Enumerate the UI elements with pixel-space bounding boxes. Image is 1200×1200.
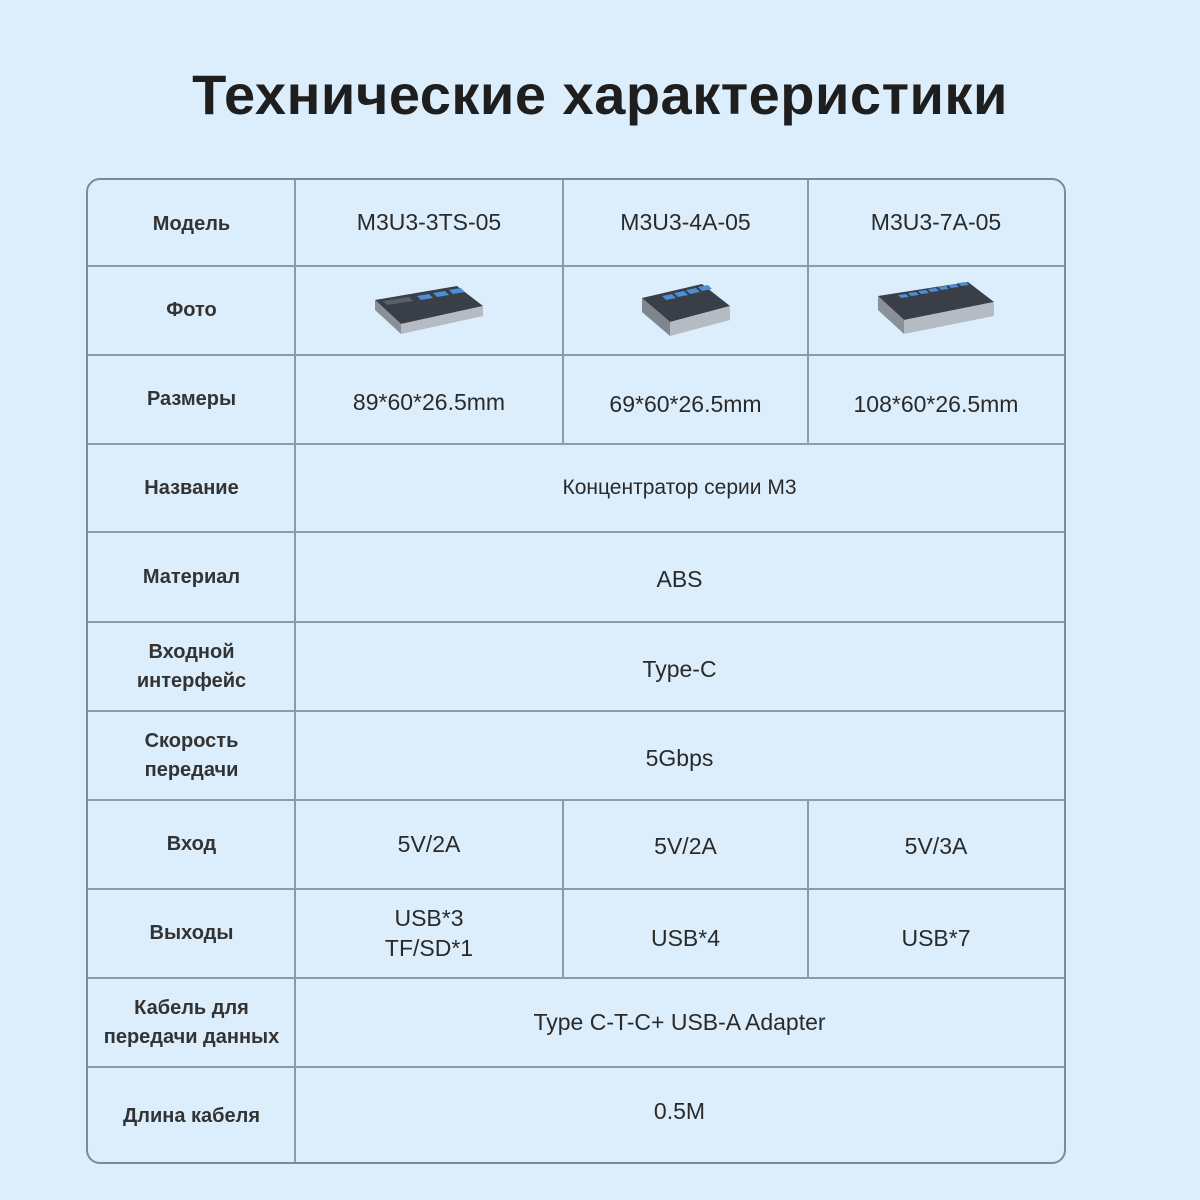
page-title: Технические характеристики: [192, 63, 1008, 126]
data-cable-cell: Type C-T-C+ USB-A Adapter: [533, 1008, 826, 1035]
model-cell-1: M3U3-3TS-05: [356, 208, 502, 235]
table-row-name: [88, 445, 1064, 531]
outputs-cell-3: USB*7: [901, 924, 971, 951]
model-cell-3: M3U3-7A-05: [870, 208, 1002, 235]
input-interface-cell: Type-C: [642, 655, 717, 682]
table-row-dimensions: [88, 356, 1064, 443]
row-label: Вход: [166, 833, 217, 855]
label-line: передачи: [144, 758, 239, 781]
input-power-cell-2: 5V/2A: [654, 832, 717, 859]
row-label: [88, 712, 295, 799]
hub-3ts-icon: [369, 280, 489, 342]
dimensions-cell-3: 108*60*26.5mm: [853, 390, 1019, 417]
row-label: Название: [144, 476, 239, 499]
row-label: Длина кабеля: [123, 1104, 260, 1127]
table-row-speed: [88, 712, 1064, 799]
outputs-cell-1: [295, 890, 563, 977]
name-cell: Концентратор серии M3: [562, 476, 797, 500]
column-divider: [807, 180, 809, 443]
table-row-input-interface: [88, 623, 1064, 710]
row-label: [88, 979, 295, 1066]
row-label: Выходы: [149, 922, 234, 944]
label-line: передачи данных: [103, 1025, 280, 1048]
table-row-photo: [88, 267, 1064, 354]
hub-7a-icon: [874, 278, 998, 344]
hub-7a-image: [808, 267, 1064, 354]
table-row-outputs: [88, 890, 1064, 977]
hub-4a-image: [563, 267, 808, 354]
table-row-cable-length: [88, 1068, 1064, 1164]
table-row-input-power: [88, 801, 1064, 888]
outputs-cell-2: USB*4: [650, 924, 721, 951]
row-label: Материал: [142, 565, 241, 588]
table-row-model: [88, 180, 1064, 265]
dimensions-cell-1: 89*60*26.5mm: [352, 388, 506, 415]
material-cell: ABS: [656, 566, 703, 593]
output-line: TF/SD*1: [384, 934, 474, 961]
model-cell-2: M3U3-4A-05: [620, 208, 751, 235]
column-divider: [562, 180, 564, 443]
dimensions-cell-2: 69*60*26.5mm: [609, 390, 762, 417]
label-line: Скорость: [144, 729, 239, 752]
label-line: Кабель для: [134, 996, 249, 1019]
row-label: Размеры: [146, 388, 237, 410]
hub-3ts-image: [295, 267, 563, 354]
label-line: Входной: [148, 640, 235, 663]
row-label: Фото: [166, 299, 217, 321]
speed-cell: 5Gbps: [645, 744, 714, 771]
column-divider: [294, 180, 296, 1164]
column-divider: [807, 801, 809, 977]
hub-4a-icon: [636, 276, 736, 346]
row-label: Модель: [152, 213, 231, 235]
specs-table: [86, 178, 1066, 1164]
input-power-cell-3: 5V/3A: [904, 832, 968, 859]
table-row-data-cable: [88, 979, 1064, 1066]
row-label: [88, 623, 295, 710]
cable-length-cell: 0.5M: [653, 1098, 706, 1125]
table-row-material: [88, 533, 1064, 621]
label-line: интерфейс: [136, 669, 247, 692]
input-power-cell-1: 5V/2A: [397, 830, 461, 857]
output-line: USB*3: [394, 904, 464, 931]
column-divider: [562, 801, 564, 977]
